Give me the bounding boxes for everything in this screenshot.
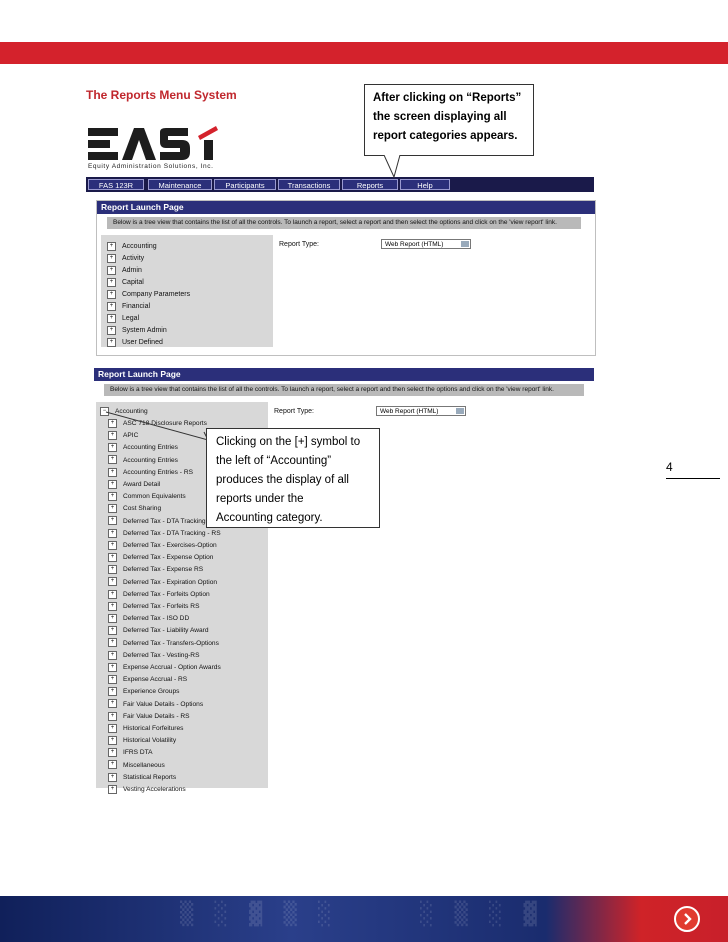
tree-item[interactable]: + Cost Sharing: [108, 503, 161, 514]
tree-item[interactable]: + Expense Accrual - RS: [108, 674, 187, 685]
tree-item[interactable]: + Company Parameters: [107, 289, 190, 300]
plus-icon[interactable]: +: [108, 492, 117, 501]
tree-item[interactable]: + Capital: [107, 277, 144, 288]
report-launch-panel-1: [96, 200, 596, 356]
callout-pointer: [104, 410, 214, 450]
tree-item[interactable]: + User Defined: [107, 337, 163, 348]
panel-header: Report Launch Page: [94, 368, 594, 381]
plus-icon[interactable]: +: [107, 266, 116, 275]
plus-icon[interactable]: +: [107, 242, 116, 251]
plus-icon[interactable]: +: [108, 443, 117, 452]
tree-item[interactable]: + Deferred Tax - ISO DD: [108, 613, 189, 624]
plus-icon[interactable]: +: [108, 675, 117, 684]
callout-accounting: [206, 428, 380, 528]
tree-item[interactable]: + Legal: [107, 313, 139, 324]
nav-transactions[interactable]: Transactions: [278, 179, 340, 190]
tree-item[interactable]: + Accounting Entries - RS: [108, 467, 193, 478]
plus-icon[interactable]: +: [108, 529, 117, 538]
plus-icon[interactable]: +: [108, 590, 117, 599]
tree-item[interactable]: + Deferred Tax - Transfers-Options: [108, 638, 219, 649]
plus-icon[interactable]: +: [108, 760, 117, 769]
plus-icon[interactable]: +: [108, 773, 117, 782]
chevron-down-icon: [456, 408, 464, 414]
plus-icon[interactable]: +: [108, 602, 117, 611]
tree-item[interactable]: + Deferred Tax - Liability Award: [108, 625, 209, 636]
tree-item[interactable]: + Accounting Entries: [108, 455, 178, 466]
tree-item[interactable]: + Admin: [107, 265, 142, 276]
next-page-button[interactable]: [674, 906, 700, 932]
tree-item[interactable]: + Financial: [107, 301, 150, 312]
plus-icon[interactable]: +: [108, 626, 117, 635]
report-type-label: Report Type:: [274, 408, 314, 415]
logo-subtitle: Equity Administration Solutions, Inc.: [88, 163, 214, 170]
chevron-down-icon: [461, 241, 469, 247]
footer-banner: ▒ ░ ▓ ▒ ░ ░ ▒ ░ ▓: [0, 896, 728, 942]
report-type-value: Web Report (HTML): [380, 408, 439, 415]
callout-reports: [364, 84, 534, 156]
nav-fas-123r[interactable]: FAS 123R: [88, 179, 144, 190]
tree-item[interactable]: + Common Equivalents: [108, 491, 186, 502]
document-title: The Reports Menu System: [86, 88, 237, 102]
tree-item[interactable]: + Statistical Reports: [108, 772, 176, 783]
plus-icon[interactable]: +: [107, 290, 116, 299]
callout-line: reports under the: [216, 493, 304, 505]
tree-item[interactable]: + Deferred Tax - Vesting-RS: [108, 650, 199, 661]
tree-item[interactable]: + Activity: [107, 253, 144, 264]
tree-item[interactable]: + ASC 718 Disclosure Reports: [108, 418, 207, 429]
tree-item[interactable]: + Accounting: [107, 241, 157, 252]
callout-line: the screen displaying all: [373, 111, 507, 123]
tree-item[interactable]: + System Admin: [107, 325, 167, 336]
tree-item[interactable]: + Experience Groups: [108, 686, 179, 697]
plus-icon[interactable]: +: [108, 455, 117, 464]
plus-icon[interactable]: +: [107, 338, 116, 347]
callout-pointer: [384, 155, 404, 181]
plus-icon[interactable]: +: [108, 736, 117, 745]
plus-icon[interactable]: +: [107, 326, 116, 335]
tree-item[interactable]: + APIC: [108, 430, 138, 441]
callout-line: Clicking on the [+] symbol to: [216, 436, 361, 448]
plus-icon[interactable]: +: [107, 254, 116, 263]
tree-item[interactable]: + Miscellaneous: [108, 760, 165, 771]
plus-icon[interactable]: +: [108, 651, 117, 660]
tree-item[interactable]: + Expense Accrual - Option Awards: [108, 662, 221, 673]
tree-item[interactable]: + Deferred Tax - Forfeits RS: [108, 601, 199, 612]
plus-icon[interactable]: +: [108, 712, 117, 721]
plus-icon[interactable]: +: [107, 314, 116, 323]
callout-line: produces the display of all: [216, 474, 349, 486]
tree-item[interactable]: + Deferred Tax - Exercises-Option: [108, 540, 217, 551]
plus-icon[interactable]: +: [108, 541, 117, 550]
tree-item[interactable]: + Historical Volatility: [108, 735, 176, 746]
panel-description: Below is a tree view that contains the list of all the controls. To launch a report, select a report and then select the options and click on the 'view report' link.: [107, 217, 581, 229]
plus-icon[interactable]: +: [108, 614, 117, 623]
report-type-label: Report Type:: [279, 241, 319, 248]
tree-item[interactable]: + Deferred Tax - Expense Option: [108, 552, 213, 563]
plus-icon[interactable]: +: [108, 638, 117, 647]
tree-item[interactable]: + Fair Value Details - RS: [108, 711, 190, 722]
plus-icon[interactable]: +: [108, 785, 117, 794]
nav-maintenance[interactable]: Maintenance: [148, 179, 212, 190]
tree-item[interactable]: + Deferred Tax - Expense RS: [108, 564, 203, 575]
plus-icon[interactable]: +: [108, 480, 117, 489]
page-number-rule: [666, 478, 720, 479]
callout-line: Accounting category.: [216, 512, 323, 524]
tree-item[interactable]: + Deferred Tax - DTA Tracking: [108, 516, 206, 527]
nav-help[interactable]: Help: [400, 179, 450, 190]
plus-icon[interactable]: +: [108, 431, 117, 440]
tree-item[interactable]: + IFRS DTA: [108, 747, 153, 758]
plus-icon[interactable]: +: [108, 516, 117, 525]
plus-icon[interactable]: +: [108, 553, 117, 562]
page-number: 4: [666, 460, 673, 474]
plus-icon[interactable]: +: [108, 724, 117, 733]
report-type-select[interactable]: [376, 406, 466, 416]
tree-item[interactable]: + Vesting Accelerations: [108, 784, 186, 795]
plus-icon[interactable]: +: [107, 302, 116, 311]
callout-line: the left of “Accounting”: [216, 455, 332, 467]
tree-root-accounting[interactable]: − Accounting: [100, 406, 148, 417]
report-type-select[interactable]: [381, 239, 471, 249]
minus-icon[interactable]: −: [100, 407, 109, 416]
panel-header: Report Launch Page: [97, 201, 595, 214]
plus-icon[interactable]: +: [108, 504, 117, 513]
tree-item[interactable]: + Deferred Tax - Forfeits Option: [108, 589, 210, 600]
tree-item[interactable]: + Accounting Entries: [108, 442, 178, 453]
plus-icon[interactable]: +: [108, 419, 117, 428]
nav-reports[interactable]: Reports: [342, 179, 398, 190]
report-type-value: Web Report (HTML): [385, 241, 444, 248]
plus-icon[interactable]: +: [108, 699, 117, 708]
callout-line: report categories appears.: [373, 130, 518, 142]
tree-item[interactable]: + Deferred Tax - DTA Tracking - RS: [108, 528, 221, 539]
header-red-bar: [0, 42, 728, 64]
plus-icon[interactable]: +: [108, 687, 117, 696]
tree-item[interactable]: + Historical Forfeitures: [108, 723, 183, 734]
plus-icon[interactable]: +: [108, 577, 117, 586]
tree-item[interactable]: + Deferred Tax - Expiration Option: [108, 577, 217, 588]
easi-logo: [88, 124, 228, 164]
nav-participants[interactable]: Participants: [214, 179, 276, 190]
plus-icon[interactable]: +: [107, 278, 116, 287]
plus-icon[interactable]: +: [108, 748, 117, 757]
tree-item[interactable]: + Fair Value Details - Options: [108, 699, 203, 710]
panel-description: Below is a tree view that contains the list of all the controls. To launch a report, select a report and then select the options and click on the 'view report' link.: [104, 384, 584, 396]
plus-icon[interactable]: +: [108, 663, 117, 672]
tree-item[interactable]: + Award Detail: [108, 479, 160, 490]
callout-line: After clicking on “Reports”: [373, 92, 522, 104]
plus-icon[interactable]: +: [108, 565, 117, 574]
chevron-right-icon: [682, 913, 694, 925]
plus-icon[interactable]: +: [108, 468, 117, 477]
